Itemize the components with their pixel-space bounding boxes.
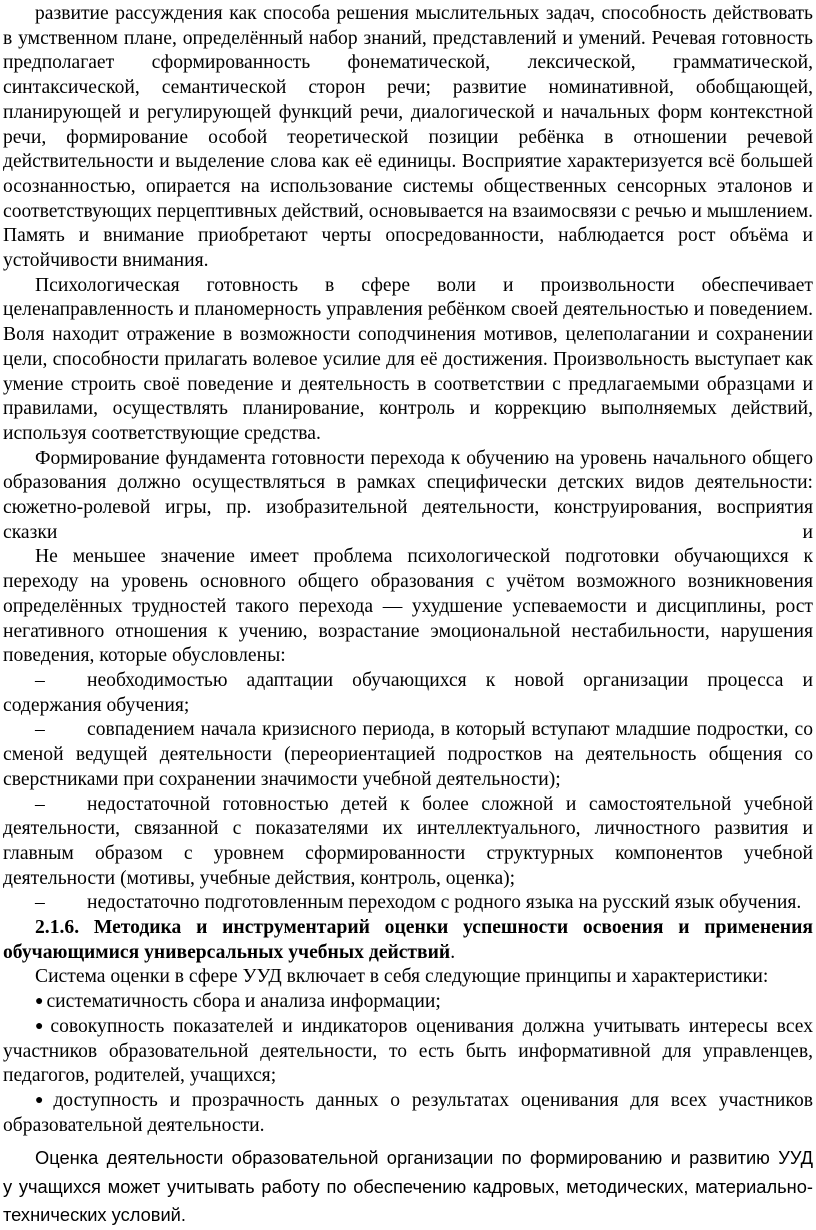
principles-list [3,990,813,1138]
bullet-icon: ● [35,1092,51,1108]
closing-line-2: у учащихся может учитывать работу по обеспечению кадровых, методических, материально-технических условий. [3,1175,813,1226]
list-item [3,669,813,718]
bullet-icon: ● [35,994,44,1010]
list-item-text: совпадением начала кризисного периода, в который вступают младшие подростки, со сменой ведущей деятельности (переориентацией подростков на деятельность общения со сверстниками при сохранении значимости учебной деятельности); [3,719,813,790]
difficulty-causes-list [3,669,813,916]
list-item-text: совокупность показателей и индикаторов оценивания должна учитывать интересы всех участников образовательной деятельности, то есть быть информативной для управленцев, педагогов, родителей, учащихся; [3,1015,813,1087]
list-item [3,990,813,1015]
list-item [3,1015,813,1089]
dash-marker: – [35,719,45,741]
list-item [3,1089,813,1138]
dash-marker: – [35,793,45,815]
closing-paragraph [3,1144,813,1230]
dash-marker: – [35,892,45,914]
list-item-text: недостаточно подготовленным переходом с родного языка на русский язык обучения. [87,892,802,914]
list-item [3,793,813,892]
paragraph-volitional-readiness: Психологическая готовность в сфере воли и произвольности обеспечивает целенаправленность и планомерность управления ребёнком своей деятельностью и поведением. Воля находит отражение в возможности соподчинения мотивов, целеполагании и сохранении цели, способности прилагать волевое усилие для её достижения. Произвольность выступает как умение строить своё поведение и деятельность в соответствии с предлагаемыми образцами и правилами, осуществлять планирование, контроль и коррекцию выполняемых действий, используя соответствующие средства. [3,274,813,444]
list-item-text: необходимостью адаптации обучающихся к новой организации процесса и содержания обучения; [3,669,813,716]
paragraph-cognitive-readiness: развитие рассуждения как способа решения мыслительных задач, способность действовать в умственном плане, определённый набор знаний, представлений и умений. Речевая готовность предполагает сформированность фонематической, лексической, грамматической, синтаксической, семантической сторон речи; развитие номинативной, обобщающей, планирующей и регулирующей функций речи, диалогической и начальных форм контекстной речи, формирование особой теоретической позиции ребёнка в отношении речевой действительности и выделение слова как её единицы. Восприятие характеризуется всё большей осознанностью, опирается на использование системы общественных сенсорных эталонов и соответствующих перцептивных действий, основывается на взаимосвязи с речью и мышлением. Память и внимание приобретают черты опосредованности, наблюдается рост объёма и устойчивости внимания. [3,3,813,272]
closing-line-1: Оценка деятельности образовательной организации по формированию и развитию УУД [35,1147,813,1169]
section-heading [3,916,813,965]
paragraph-transition-problem: Не меньшее значение имеет проблема психологической подготовки обучающихся к переходу на уровень основного общего образования с учётом возможного возникновения определённых трудностей такого перехода — ухудшение успеваемости и дисциплины, рост негативного отношения к учению, возрастание эмоциональной нестабильности, нарушения поведения, которые обусловлены: [3,546,813,667]
bullet-icon: ● [35,1018,48,1034]
section-heading-period: . [450,941,456,963]
list-item [3,718,813,792]
list-item [3,891,813,916]
list-item-text: доступность и прозрачность данных о результатах оценивания для всех участников образовательной деятельности. [3,1089,813,1136]
list-item-text: недостаточной готовностью детей к более сложной и самостоятельной учебной деятельности, связанной с показателями их интеллектуального, личностного развития и главным образом с уровнем сформированности структурных компонентов учебной деятельности (мотивы, учебные действия, контроль, оценка); [3,793,813,889]
paragraph-activity-foundation: Формирование фундамента готовности перехода к обучению на уровень начального общего образования должно осуществляться в рамках специфически детских видов деятельности: сюжетно-ролевой игры, пр. изобразительной деятельности, конструирования, восприятия сказки и [3,447,813,543]
assessment-intro: Система оценки в сфере УУД включает в себя следующие принципы и характеристики: [35,966,769,988]
list-item-text: систематичность сбора и анализа информации; [46,991,441,1013]
section-heading-text: 2.1.6. Методика и инструментарий оценки успешности освоения и применения обучающимися универсальных учебных действий [3,917,813,963]
dash-marker: – [35,669,45,691]
